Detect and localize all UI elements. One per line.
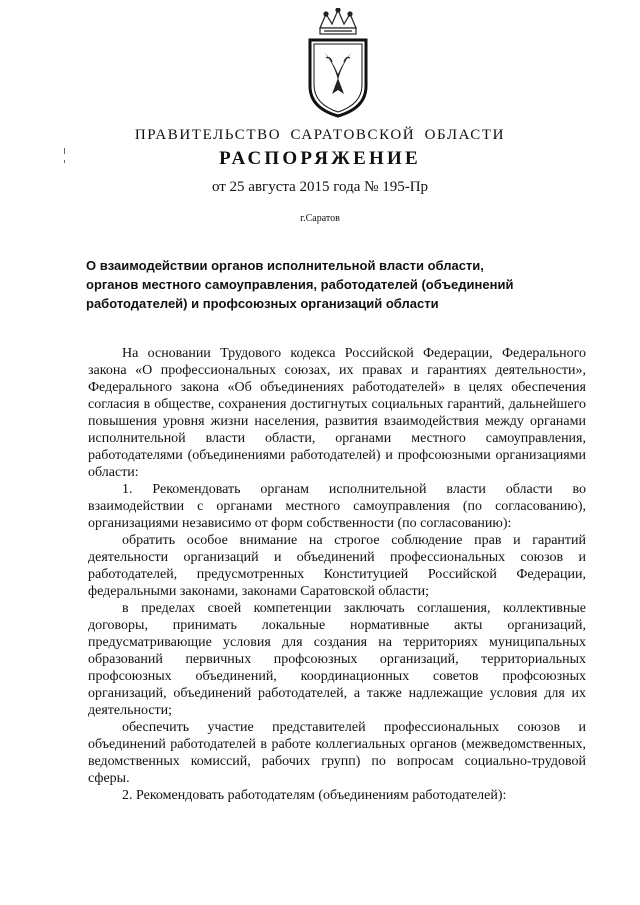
document-body [88, 345, 586, 804]
paragraph: обеспечить участие представителей профессиональных союзов и объединений работодателей в работе коллегиальных органов (межведомственных, ведомственных комиссий, рабочих групп) по вопросам социально-трудовой сферы. [88, 720, 586, 786]
margin-mark [64, 148, 65, 154]
saratov-coat-of-arms-icon [296, 8, 380, 120]
organization-name: ПРАВИТЕЛЬСТВО САРАТОВСКОЙ ОБЛАСТИ [134, 127, 506, 143]
document-date-number: от 25 августа 2015 года № 195-Пр [211, 179, 429, 195]
paragraph: 1. Рекомендовать органам исполнительной власти области во взаимодействии с органами местного самоуправления (по согласованию), организациями независимо от форм собственности (по согласованию): [88, 482, 586, 531]
paragraph: На основании Трудового кодекса Российской Федерации, Федерального закона «О профессиональных союзах, их правах и гарантиях деятельности», Федерального закона «Об объединениях работодателей» в целях обеспечения согласия в обществе, сохранения достигнутых социальных гарантий, дальнейшего повышения уровня жизни населения, развития взаимодействия между органами исполнительной власти области, органами местного самоуправления, работодателями (объединениями работодателей) и профсоюзными организациями области: [88, 346, 586, 480]
document-type: РАСПОРЯЖЕНИЕ [219, 148, 421, 169]
margin-mark [64, 160, 65, 163]
paragraph: в пределах своей компетенции заключать соглашения, коллективные договоры, принимать локальные нормативные акты организаций, предусматривающие условия для создания на территориях муниципальных образований первичных профсоюзных организаций, территориальных профсоюзных объединений, координационных советов профсоюзных организаций, объединений работодателей, а также надлежащие условия для их деятельности; [88, 601, 586, 718]
document-city: г.Саратов [300, 213, 340, 224]
document-title: О взаимодействии органов исполнительной власти области, органов местного самоуправления, работодателей (объединений работодателей) и профсоюзных организаций области [86, 258, 514, 311]
paragraph: обратить особое внимание на строгое соблюдение прав и гарантий деятельности организаций и объединений профессиональных союзов и работодателей, предусмотренных Конституцией Российской Федерации, федеральными законами, законами Саратовской области; [88, 533, 586, 599]
paragraph: 2. Рекомендовать работодателям (объединениям работодателей): [122, 788, 507, 803]
